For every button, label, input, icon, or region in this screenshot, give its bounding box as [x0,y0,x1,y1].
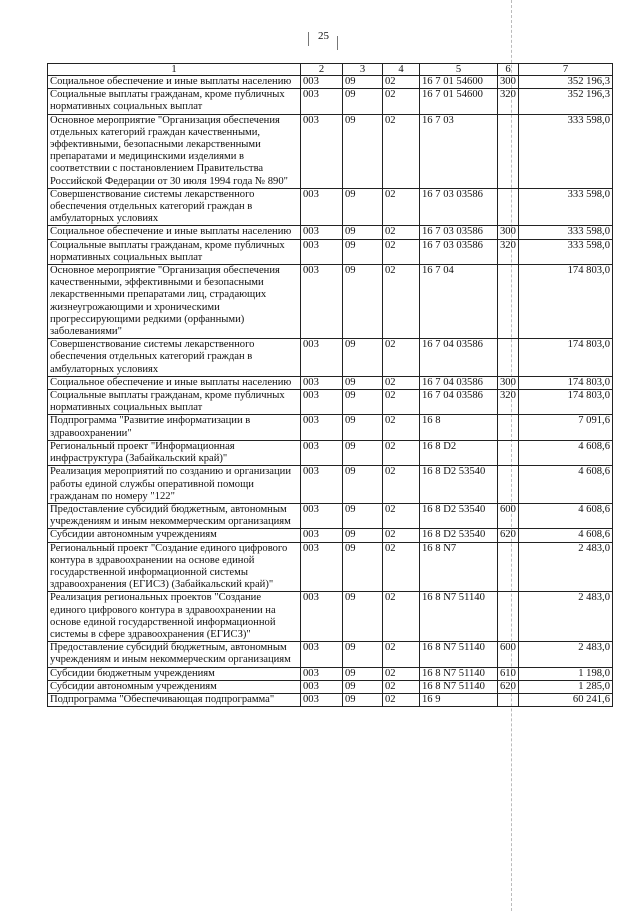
row-name: Социальные выплаты гражданам, кроме публичных нормативных социальных выплат [48,239,301,264]
row-amount: 174 803,0 [519,390,613,415]
row-ved-code: 003 [301,592,343,642]
row-target-article-code: 16 8 D2 53540 [420,503,498,528]
row-target-article-code: 16 7 04 [420,265,498,339]
row-amount: 174 803,0 [519,265,613,339]
row-name: Подпрограмма "Развитие информатизации в здравоохранении" [48,415,301,440]
row-ved-code: 003 [301,376,343,389]
row-subsection-code: 02 [383,188,420,226]
col-header-1: 1 [48,64,301,76]
col-header-7: 7 [519,64,613,76]
row-subsection-code: 02 [383,339,420,377]
row-section-code: 09 [343,667,383,680]
row-section-code: 09 [343,415,383,440]
page-number: 25 [318,30,329,42]
row-subsection-code: 02 [383,693,420,706]
row-expense-type-code: 620 [498,529,519,542]
table-row [48,667,613,680]
row-section-code: 09 [343,592,383,642]
row-name: Предоставление субсидий бюджетным, автономным учреждениям и иным некоммерческим организациям [48,642,301,667]
row-amount: 333 598,0 [519,226,613,239]
row-ved-code: 003 [301,642,343,667]
row-subsection-code: 02 [383,542,420,592]
row-name: Субсидии автономным учреждениям [48,529,301,542]
row-subsection-code: 02 [383,226,420,239]
row-name: Социальные выплаты гражданам, кроме публичных нормативных социальных выплат [48,89,301,114]
row-subsection-code: 02 [383,89,420,114]
row-expense-type-code [498,466,519,504]
row-amount: 333 598,0 [519,114,613,188]
row-ved-code: 003 [301,239,343,264]
row-target-article-code: 16 8 D2 53540 [420,529,498,542]
row-section-code: 09 [343,390,383,415]
row-subsection-code: 02 [383,440,420,465]
row-expense-type-code: 320 [498,89,519,114]
table-row [48,693,613,706]
row-target-article-code: 16 8 N7 51140 [420,667,498,680]
row-name: Социальное обеспечение и иные выплаты населению [48,226,301,239]
row-amount: 7 091,6 [519,415,613,440]
table-body [48,76,613,707]
row-ved-code: 003 [301,680,343,693]
table-row [48,466,613,504]
table-row [48,503,613,528]
table-row [48,390,613,415]
budget-table [47,63,613,707]
row-name: Субсидии автономным учреждениям [48,680,301,693]
row-amount: 333 598,0 [519,239,613,264]
row-ved-code: 003 [301,114,343,188]
row-target-article-code: 16 7 03 [420,114,498,188]
row-target-article-code: 16 7 01 54600 [420,76,498,89]
row-ved-code: 003 [301,339,343,377]
row-target-article-code: 16 7 04 03586 [420,390,498,415]
row-amount: 174 803,0 [519,339,613,377]
table-row [48,339,613,377]
row-amount: 2 483,0 [519,642,613,667]
row-target-article-code: 16 7 03 03586 [420,188,498,226]
row-amount: 352 196,3 [519,76,613,89]
row-ved-code: 003 [301,503,343,528]
row-ved-code: 003 [301,390,343,415]
row-target-article-code: 16 8 D2 53540 [420,466,498,504]
row-name: Реализация региональных проектов "Создание единого цифрового контура в здравоохранении на основе единой государственной информационной системы в сфере здравоохранения (ЕГИСЗ)" [48,592,301,642]
row-section-code: 09 [343,188,383,226]
row-subsection-code: 02 [383,415,420,440]
row-subsection-code: 02 [383,376,420,389]
row-section-code: 09 [343,76,383,89]
table-row [48,542,613,592]
row-amount: 4 608,6 [519,466,613,504]
row-amount: 1 285,0 [519,680,613,693]
row-amount: 4 608,6 [519,503,613,528]
col-header-4: 4 [383,64,420,76]
row-subsection-code: 02 [383,114,420,188]
table-row [48,239,613,264]
row-name: Региональный проект "Информационная инфраструктура (Забайкальский край)" [48,440,301,465]
row-expense-type-code: 300 [498,226,519,239]
row-target-article-code: 16 9 [420,693,498,706]
row-target-article-code: 16 7 04 03586 [420,376,498,389]
table-row [48,188,613,226]
row-subsection-code: 02 [383,503,420,528]
row-amount: 2 483,0 [519,592,613,642]
row-subsection-code: 02 [383,680,420,693]
row-subsection-code: 02 [383,529,420,542]
row-target-article-code: 16 8 [420,415,498,440]
row-ved-code: 003 [301,226,343,239]
row-expense-type-code: 320 [498,239,519,264]
row-target-article-code: 16 7 03 03586 [420,226,498,239]
col-header-2: 2 [301,64,343,76]
row-section-code: 09 [343,680,383,693]
row-expense-type-code [498,114,519,188]
row-section-code: 09 [343,265,383,339]
row-amount: 174 803,0 [519,376,613,389]
row-name: Субсидии бюджетным учреждениям [48,667,301,680]
row-section-code: 09 [343,114,383,188]
row-target-article-code: 16 8 N7 51140 [420,592,498,642]
row-expense-type-code [498,415,519,440]
row-section-code: 09 [343,239,383,264]
row-subsection-code: 02 [383,642,420,667]
row-ved-code: 003 [301,542,343,592]
row-expense-type-code: 300 [498,376,519,389]
row-subsection-code: 02 [383,592,420,642]
table-row [48,376,613,389]
row-section-code: 09 [343,693,383,706]
row-expense-type-code [498,693,519,706]
row-section-code: 09 [343,226,383,239]
row-section-code: 09 [343,529,383,542]
table-row [48,529,613,542]
row-name: Подпрограмма "Обеспечивающая подпрограмма" [48,693,301,706]
row-section-code: 09 [343,503,383,528]
row-name: Региональный проект "Создание единого цифрового контура в здравоохранении на основе единой государственной информационной системы здравоохранения (ЕГИСЗ) (Забайкальский край)" [48,542,301,592]
col-header-5: 5 [420,64,498,76]
table-row [48,114,613,188]
table-row [48,592,613,642]
row-expense-type-code: 300 [498,76,519,89]
row-amount: 333 598,0 [519,188,613,226]
row-name: Социальное обеспечение и иные выплаты населению [48,376,301,389]
row-name: Совершенствование системы лекарственного обеспечения отдельных категорий граждан в амбулаторных условиях [48,188,301,226]
row-section-code: 09 [343,376,383,389]
row-target-article-code: 16 8 N7 [420,542,498,592]
table-row [48,680,613,693]
row-subsection-code: 02 [383,239,420,264]
row-expense-type-code: 610 [498,667,519,680]
row-expense-type-code [498,542,519,592]
row-ved-code: 003 [301,440,343,465]
row-target-article-code: 16 8 N7 51140 [420,642,498,667]
row-expense-type-code [498,440,519,465]
row-name: Основное мероприятие "Организация обеспечения отдельных категорий граждан качественными, эффективными, безопасными лекарственными препаратами и медицинскими изделиями в соответствии с постановлением Правительства Российской Федерации от 30 июля 1994 года № 890" [48,114,301,188]
row-subsection-code: 02 [383,667,420,680]
col-header-6: 6 [498,64,519,76]
row-section-code: 09 [343,642,383,667]
row-expense-type-code [498,188,519,226]
row-section-code: 09 [343,542,383,592]
row-expense-type-code [498,339,519,377]
row-ved-code: 003 [301,667,343,680]
row-ved-code: 003 [301,466,343,504]
row-expense-type-code: 600 [498,503,519,528]
row-ved-code: 003 [301,89,343,114]
row-ved-code: 003 [301,188,343,226]
row-subsection-code: 02 [383,265,420,339]
table-row [48,226,613,239]
row-name: Основное мероприятие "Организация обеспечения качественными, эффективными и безопасными лекарственными препаратами лиц, страдающих жизнеугрожающими и хроническими прогрессирующими редкими (орфанными) заболеваниями" [48,265,301,339]
col-header-3: 3 [343,64,383,76]
row-name: Социальные выплаты гражданам, кроме публичных нормативных социальных выплат [48,390,301,415]
row-target-article-code: 16 7 04 03586 [420,339,498,377]
row-subsection-code: 02 [383,466,420,504]
table-row [48,415,613,440]
row-section-code: 09 [343,466,383,504]
row-expense-type-code: 600 [498,642,519,667]
row-ved-code: 003 [301,76,343,89]
row-ved-code: 003 [301,693,343,706]
table-row [48,440,613,465]
row-amount: 4 608,6 [519,440,613,465]
row-target-article-code: 16 8 N7 51140 [420,680,498,693]
table-row [48,642,613,667]
table-row [48,76,613,89]
row-name: Реализация мероприятий по созданию и организации работы единой службы оперативной помощи гражданам по номеру "122" [48,466,301,504]
row-amount: 1 198,0 [519,667,613,680]
row-amount: 2 483,0 [519,542,613,592]
table-row [48,89,613,114]
row-name: Совершенствование системы лекарственного обеспечения отдельных категорий граждан в амбулаторных условиях [48,339,301,377]
row-ved-code: 003 [301,415,343,440]
row-target-article-code: 16 7 03 03586 [420,239,498,264]
table-row [48,265,613,339]
row-section-code: 09 [343,89,383,114]
row-amount: 352 196,3 [519,89,613,114]
row-amount: 4 608,6 [519,529,613,542]
row-expense-type-code [498,592,519,642]
row-section-code: 09 [343,339,383,377]
row-ved-code: 003 [301,529,343,542]
row-name: Социальное обеспечение и иные выплаты населению [48,76,301,89]
row-subsection-code: 02 [383,76,420,89]
row-target-article-code: 16 7 01 54600 [420,89,498,114]
row-section-code: 09 [343,440,383,465]
row-target-article-code: 16 8 D2 [420,440,498,465]
row-ved-code: 003 [301,265,343,339]
row-expense-type-code [498,265,519,339]
row-expense-type-code: 620 [498,680,519,693]
row-subsection-code: 02 [383,390,420,415]
column-number-row [48,64,613,76]
row-amount: 60 241,6 [519,693,613,706]
row-expense-type-code: 320 [498,390,519,415]
row-name: Предоставление субсидий бюджетным, автономным учреждениям и иным некоммерческим организациям [48,503,301,528]
